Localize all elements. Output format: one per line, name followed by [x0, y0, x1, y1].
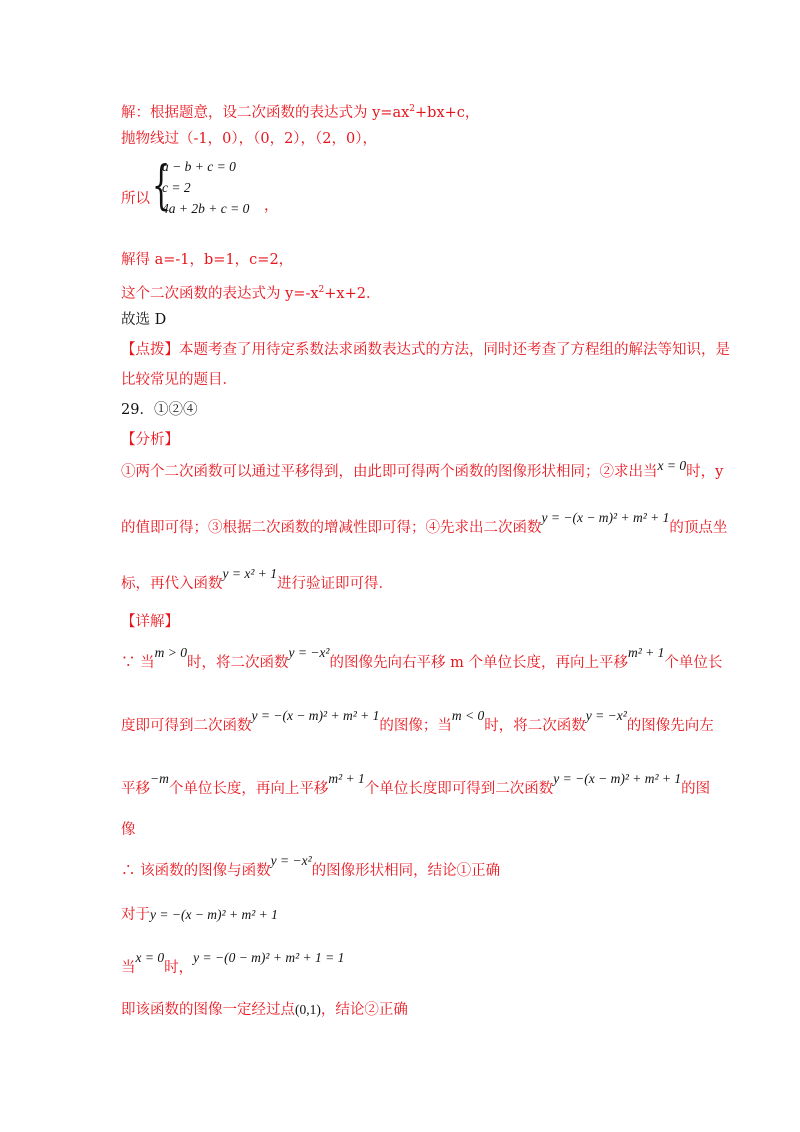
tip-line-2: [121, 370, 237, 390]
text: 时，: [164, 960, 194, 976]
text: 抛物线过（-1，0），（0，2），（2，0），: [121, 131, 377, 147]
text: 解：根据题意，设二次函数的表达式为 y=ax: [121, 104, 410, 121]
text: 的图像先向左: [626, 718, 714, 734]
analysis-line-2: [121, 510, 728, 538]
text: ，结论②正确: [320, 1002, 408, 1018]
text: 度即可得到二次函数: [121, 718, 252, 734]
question-number: [121, 400, 197, 420]
answer-line: [121, 310, 166, 330]
text: 29．①②④: [121, 402, 198, 418]
text: 【详解】: [121, 614, 179, 630]
superscript: 2: [409, 104, 416, 114]
formula: x = 0: [657, 458, 687, 473]
text: ∵ 当: [121, 655, 155, 671]
text: +x+2．: [324, 285, 381, 302]
formula: m² + 1: [627, 645, 665, 660]
solution-line-2: [121, 129, 377, 149]
superscript: 2: [318, 285, 325, 295]
formula: m² + 1: [328, 771, 365, 786]
formula: y = −(x − m)² + m² + 1: [541, 510, 670, 525]
text: 个单位长度即可得到二次函数: [364, 781, 554, 797]
formula: y = −(x − m)² + m² + 1: [150, 907, 278, 922]
detail-line-8: [121, 1000, 408, 1020]
analysis-line-3: [121, 566, 394, 594]
text: 的图: [681, 781, 711, 797]
solution-line-3-label: [121, 189, 150, 209]
formula: y = −(x − m)² + m² + 1: [251, 708, 380, 723]
solution-line-4: [121, 250, 293, 270]
text: 【点拨】本题考查了用待定系数法求函数表达式的方法，同时还考查了方程组的解法等知识，是: [121, 342, 730, 358]
text: 比较常见的题目．: [121, 372, 237, 388]
text: ①两个二次函数可以通过平移得到，由此即可得两个函数的图像形状相同；②求出当: [121, 464, 658, 480]
solution-line-1: [121, 99, 479, 123]
text: 标，再代入函数: [121, 576, 223, 592]
text: 即该函数的图像一定经过点: [121, 1002, 295, 1018]
text: 的值即可得；③根据二次函数的增减性即可得；④先求出二次函数: [121, 520, 542, 536]
text: 的图像形状相同，结论①正确: [311, 863, 501, 879]
tip-line-1: [121, 340, 730, 360]
detail-line-4: [121, 820, 136, 840]
text: 时，将二次函数: [484, 718, 586, 734]
text: 时，将二次函数: [186, 655, 289, 671]
text: 像: [121, 822, 136, 838]
text: 进行验证即可得．: [277, 576, 394, 592]
text: 所以: [121, 191, 150, 207]
formula: m > 0: [154, 645, 187, 660]
text: 对于: [121, 907, 150, 923]
text: 个单位长: [664, 655, 723, 671]
formula: m < 0: [451, 708, 485, 723]
text: 【分析】: [121, 432, 179, 448]
detail-line-3: [121, 771, 711, 799]
formula: y = −(x − m)² + m² + 1: [553, 771, 682, 786]
text: 个单位长度，再向上平移: [168, 781, 329, 797]
brace-symbol: {: [152, 156, 171, 216]
text: 时，y: [686, 464, 724, 480]
text: 这个二次函数的表达式为 y=-x: [121, 285, 319, 302]
formula: x = 0: [135, 950, 165, 965]
formula: y = −x²: [585, 708, 627, 723]
detail-line-1: [121, 645, 723, 673]
text: 的顶点坐: [669, 520, 728, 536]
formula: y = x² + 1: [222, 566, 278, 581]
text: 当: [121, 960, 136, 976]
detail-line-7: [121, 950, 345, 978]
solution-line-5: [121, 280, 380, 304]
text: ，: [264, 198, 279, 214]
text: ∴ 该函数的图像与函数: [121, 863, 271, 879]
formula: y = −x²: [270, 853, 312, 868]
formula: y = −(0 − m)² + m² + 1 = 1: [193, 950, 345, 965]
equation-3: 4a + 2b + c = 0: [162, 201, 250, 216]
detail-line-2: [121, 708, 714, 736]
text: 解得 a=-1，b=1，c=2，: [121, 252, 294, 268]
text: 的图像；当: [379, 718, 452, 734]
formula: −m: [150, 771, 169, 786]
text: 平移: [121, 781, 150, 797]
formula: (0,1): [295, 1002, 321, 1017]
analysis-line-1: [121, 458, 724, 482]
text: 故选 D: [121, 312, 167, 328]
text: 的图像先向右平移 m 个单位长度，再向上平移: [329, 655, 628, 671]
detail-line-6: [121, 905, 278, 925]
analysis-heading: [121, 430, 179, 450]
text: +bx+c，: [415, 104, 480, 121]
equation-system: [152, 157, 262, 219]
solution-line-3-comma: [264, 196, 279, 216]
formula: y = −x²: [288, 645, 330, 660]
equation-2: c = 2: [162, 180, 191, 195]
detail-heading: [121, 612, 179, 632]
equation-1: a − b + c = 0: [162, 159, 236, 174]
detail-line-5: [121, 853, 501, 881]
